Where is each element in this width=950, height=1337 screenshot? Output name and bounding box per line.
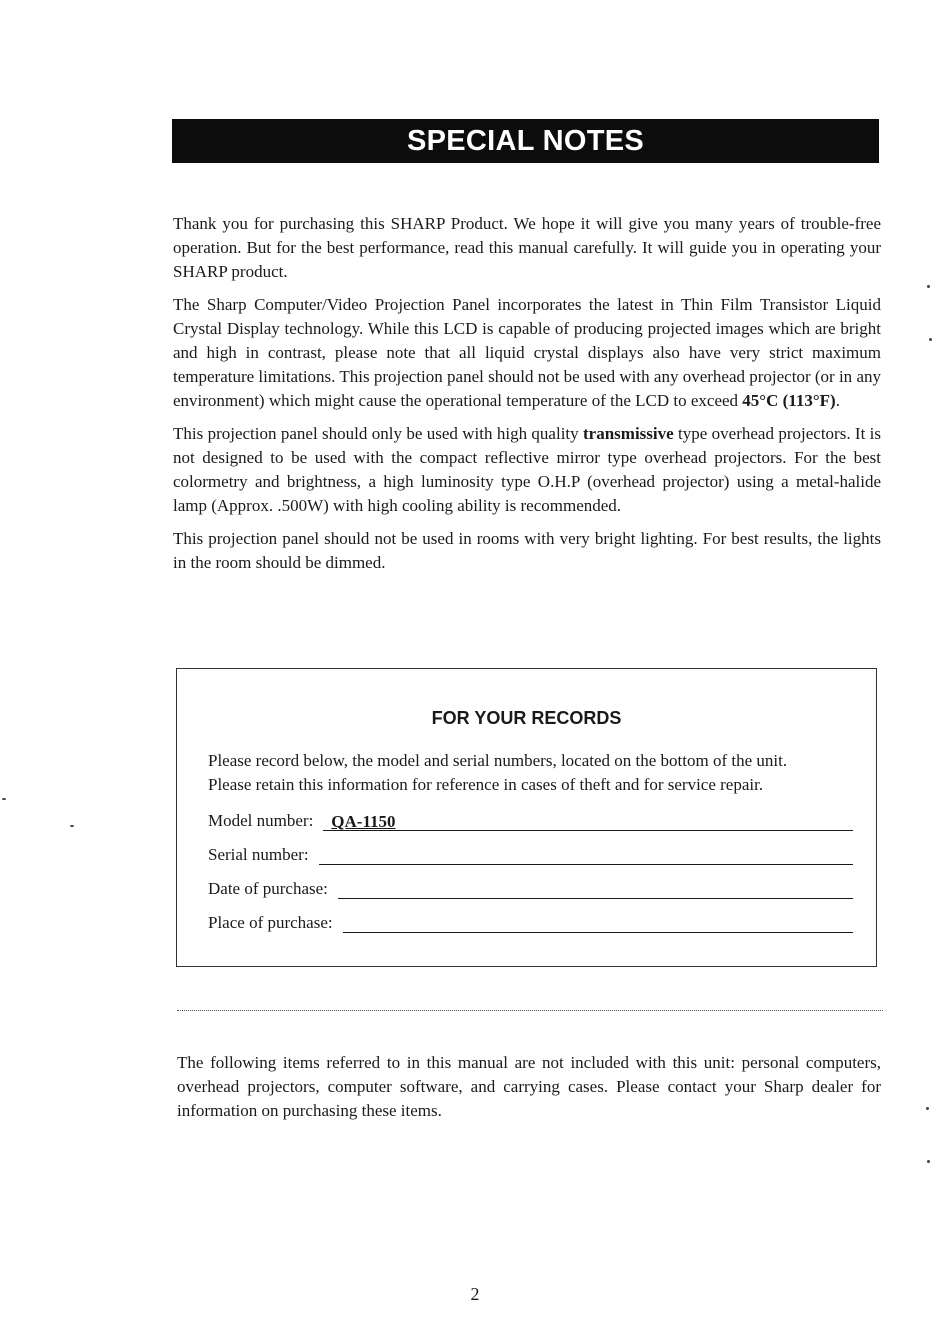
dotted-divider [177,1010,883,1011]
records-instruction-2: Please retain this information for reference in cases of theft and for service repair. [208,775,764,794]
intro-paragraph-thanks: Thank you for purchasing this SHARP Product. We hope it will give you many years of trouble-free operation. But for the best performance, read this manual carefully. It will guide you in operating your SHARP product. [173,214,881,281]
date-of-purchase-field [208,875,853,899]
model-number-line[interactable] [323,808,853,831]
intro-paragraph-projector [173,422,881,518]
scan-speck [927,1160,930,1163]
max-temperature: 45°C (113°F) [742,391,836,410]
records-title: FOR YOUR RECORDS [431,708,622,728]
model-number-value: QA-1150 [331,812,396,831]
scan-speck [926,1107,929,1110]
records-box [176,668,877,967]
scan-speck [929,338,932,341]
projector-text-rest: type overhead projectors. It is not designed to be used with the compact reflective mirror type overhead projectors. For the best colormetry and brightness, a high luminosity type O.H.P (overhead projector) using a metal-halide lamp (Approx. .500W) with high cooling ability is recommended. [173,424,882,515]
scan-speck [2,798,6,800]
projector-text: This projection panel should only be used with high quality [173,424,584,443]
scan-speck [927,285,930,288]
records-instructions [208,749,858,797]
place-of-purchase-line[interactable] [343,910,853,933]
date-of-purchase-line[interactable] [338,876,853,899]
footer-note: The following items referred to in this manual are not included with this unit: personal computers, overhead projectors, computer software, and carrying cases. Please contact your Sharp dealer for information on purchasing these items. [177,1053,881,1120]
transmissive-term: transmissive [583,424,674,443]
intro-section [173,212,881,584]
scan-speck [70,825,74,827]
place-of-purchase-field [208,909,853,933]
model-number-label: Model number: [208,811,314,830]
serial-number-field [208,841,853,865]
serial-number-line[interactable] [319,842,853,865]
page-title: SPECIAL NOTES [172,119,879,163]
lcd-text-end: . [835,391,840,410]
place-of-purchase-label: Place of purchase: [208,913,333,932]
serial-number-label: Serial number: [208,845,309,864]
records-instruction-1: Please record below, the model and serial numbers, located on the bottom of the unit. [208,751,788,770]
model-number-field [208,807,853,831]
intro-paragraph-lighting: This projection panel should not be used in rooms with very bright lighting. For best results, the lights in the room should be dimmed. [173,529,881,572]
lcd-text: The Sharp Computer/Video Projection Panel incorporates the latest in Thin Film Transistor Liquid Crystal Display technology. While this LCD is capable of producing projected images which are bright and high in contrast, please note that all liquid crystal displays also have very strict maximum temperature limitations. This projection panel should not be used with any overhead projector (or in any environment) which might cause the operational temperature of the LCD to exceed [173,295,881,410]
intro-paragraph-lcd [173,293,881,413]
page-number: 2 [470,1284,480,1304]
date-of-purchase-label: Date of purchase: [208,879,328,898]
